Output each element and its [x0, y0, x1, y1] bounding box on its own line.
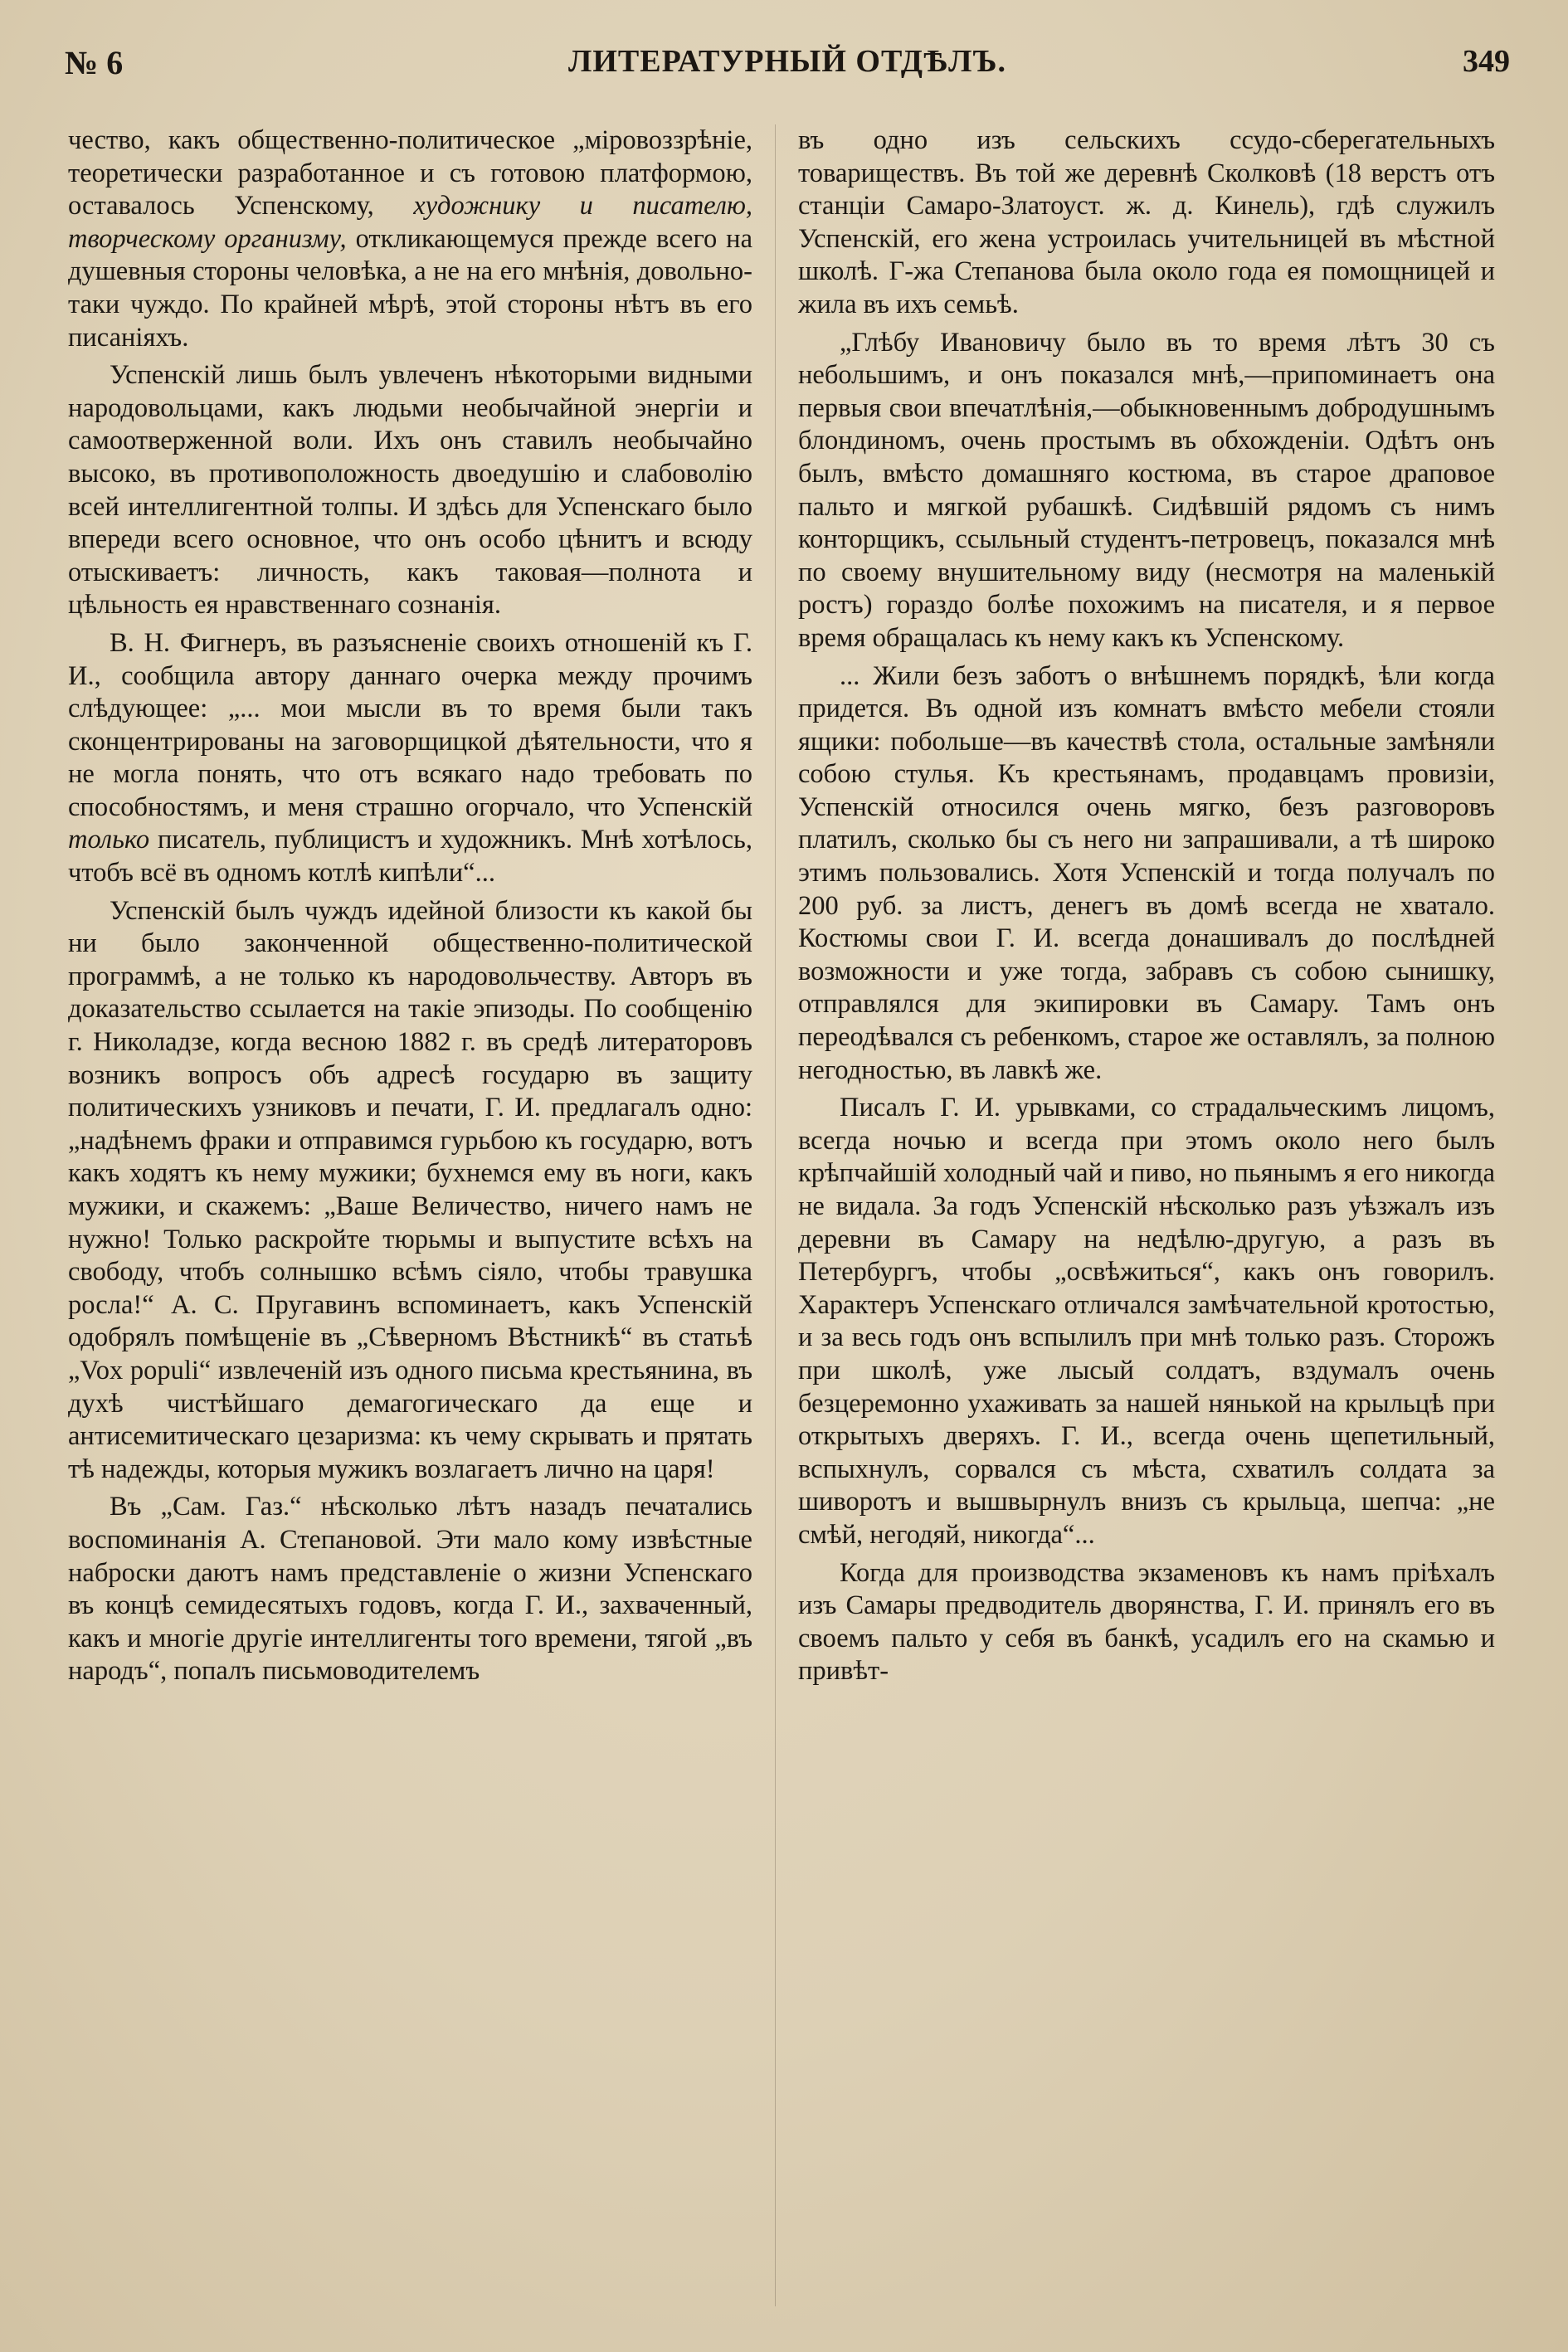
text-run: ... Жили безъ заботъ о внѣшнемъ порядкѣ, ѣли когда придется. Въ одной изъ комнатъ вмѣсто мебели стояли ящики: побольше—въ качествѣ стола, остальные замѣняли собою стулья. Къ крестьянамъ, продавцамъ провизіи, Успенскій относился очень мягко, безъ разговоровъ платилъ, сколько бы съ него ни запрашивали, а тѣ широко этимъ пользовались. Хотя Успенскій и тогда получалъ по 200 руб. за листъ, денегъ въ домѣ всегда не хватало. Костюмы свои Г. И. всегда донашивалъ до послѣдней возможности и уже тогда, забравъ съ собою сынишку, отправлялся для экипировки въ Самару. Тамъ онъ переодѣвался съ ребенкомъ, старое же оставлялъ, за полною негодностью, въ лавкѣ же. [798, 660, 1495, 1085]
paragraph [798, 1557, 1495, 1688]
italic-text: художнику и писателю, творческому организму, [68, 191, 752, 254]
left-column [68, 124, 752, 1688]
right-column [798, 124, 1495, 1688]
text-run: чество, какъ общественно-политическое „міровоззрѣніе, теоретически разработанное и съ готовою платформою, оставалось Успенскому, [68, 125, 752, 222]
paragraph [68, 1491, 752, 1688]
paragraph [68, 124, 752, 354]
text-run: В. Н. Фигнеръ, въ разъясненіе своихъ отношеній къ Г. И., сообщила автору даннаго очерка между прочимъ слѣдующее: „... мои мысли въ то время были такъ сконцентрированы на заговорщицкой дѣятельности, что я не могла понять, что отъ всякаго надо требовать по способностямъ, и меня страшно огорчало, что Успенскій [68, 627, 752, 822]
running-header [65, 43, 1510, 93]
paragraph [68, 359, 752, 622]
text-run: Когда для производства экзаменовъ къ намъ пріѣхалъ изъ Самары предводитель дворянства, Г. И. принялъ его въ своемъ пальто у себя въ банкѣ, усадилъ его на скамью и привѣт- [798, 1557, 1495, 1687]
paragraph [68, 895, 752, 1487]
paragraph [798, 327, 1495, 655]
italic-text: только [68, 825, 150, 855]
text-run: Успенскій былъ чуждъ идейной близости къ какой бы ни было законченной общественно-политической программѣ, а не только къ народовольчеству. Авторъ въ доказательство ссылается на такіе эпизоды. По сообщенію г. Николадзе, когда весною 1882 г. въ средѣ литераторовъ возникъ вопросъ объ адресѣ государю въ защиту политическихъ узниковъ и печати, Г. И. предлагалъ одно: „надѣнемъ фраки и отправимся гурьбою къ государю, вотъ какъ ходятъ къ нему мужики; бухнемся ему въ ноги, какъ мужики, и скажемъ: „Ваше Величество, ничего намъ не нужно! Только раскройте тюрьмы и выпустите всѣхъ на свободу, чтобъ солнышко всѣмъ сіяло, чтобы травушка росла!“ А. С. Пругавинъ вспоминаетъ, какъ Успенскій одобрялъ помѣщеніе въ „Сѣверномъ Вѣстникѣ“ въ статьѣ „Vox populi“ извлеченій изъ одного письма крестьянина, въ духѣ чистѣйшаго демагогическаго да еще и антисемитическаго цезаризма: къ чему скрывать и прятать тѣ надежды, которыя мужикъ возлагаетъ лично на царя! [68, 895, 752, 1484]
paragraph [798, 660, 1495, 1088]
text-run: откликающемуся прежде всего на душевныя стороны человѣка, а не на его мнѣнія, довольно-таки чуждо. По крайней мѣрѣ, этой стороны нѣтъ въ его писаніяхъ. [68, 223, 753, 353]
text-run: Писалъ Г. И. урывками, со страдальческимъ лицомъ, всегда ночью и всегда при этомъ около него былъ крѣпчайшій холодный чай и пиво, но пьянымъ я его никогда не видала. За годъ Успенскій нѣсколько разъ уѣзжалъ изъ деревни въ Самару на недѣлю-другую, а разъ въ Петербургъ, чтобы „освѣжиться“, какъ онъ говорилъ. Характеръ Успенскаго отличался замѣчательной кротостью, и за весь годъ онъ вспылилъ при мнѣ только разъ. Сторожъ при школѣ, уже лысый солдатъ, вздумалъ очень безцеремонно ухаживать за нашей нянькой на крыльцѣ при открытыхъ дверяхъ. Г. И., всегда очень щепетильный, вспыхнулъ, сорвался съ мѣста, схватилъ солдата за шиворотъ и вышвырнулъ внизъ съ крыльца, шепча: „не смѣй, негодяй, никогда“... [798, 1093, 1495, 1550]
text-run: въ одно изъ сельскихъ ссудо-сберегательныхъ товариществъ. Въ той же деревнѣ Сколковѣ (18 верстъ отъ станціи Самаро-Златоуст. ж. д. Кинель), гдѣ служилъ Успенскій, его жена устроилась учительницей въ мѣстной школѣ. Г-жа Степанова была около года ея помощницей и жила въ ихъ семьѣ. [798, 125, 1495, 319]
paragraph [798, 124, 1495, 322]
text-run: „Глѣбу Ивановичу было въ то время лѣтъ 30 съ небольшимъ, и онъ показался мнѣ,—припоминаетъ она первыя свои впечатлѣнія,—обыкновеннымъ добродушнымъ блондиномъ, очень простымъ въ обхожденіи. Одѣтъ онъ былъ, вмѣсто домашняго костюма, въ старое драповое пальто и мягкой рубашкѣ. Сидѣвшій рядомъ съ нимъ конторщикъ, ссыльный студентъ-петровецъ, показался мнѣ по своему внушительному виду (несмотря на маленькій ростъ) гораздо болѣе похожимъ на писателя, и я первое время обращалась къ нему какъ къ Успенскому. [798, 327, 1495, 653]
text-run: Успенскій лишь былъ увлеченъ нѣкоторыми видными народовольцами, какъ людьми необычайной энергіи и самоотверженной воли. Ихъ онъ ставилъ необычайно высоко, въ противоположность двоедушію и слабоволію всей интеллигентной толпы. И здѣсь для Успенскаго было впереди всего основное, что онъ особо цѣнитъ и всюду отыскиваетъ: личность, какъ таковая—полнота и цѣльность ея нравственнаго сознанія. [68, 360, 752, 621]
paragraph [798, 1092, 1495, 1551]
section-title: ЛИТЕРАТУРНЫЙ ОТДѢЛЪ. [568, 44, 1006, 79]
text-run: писатель, публицистъ и художникъ. Мнѣ хотѣлось, чтобъ всё въ одномъ котлѣ кипѣли“... [68, 825, 752, 889]
column-divider [775, 124, 776, 2306]
page-number: 349 [1463, 44, 1510, 79]
text-run: Въ „Сам. Газ.“ нѣсколько лѣтъ назадъ печатались воспоминанія А. Степановой. Эти мало кому извѣстные наброски даютъ намъ представленіе о жизни Успенскаго въ концѣ семидесятыхъ годовъ, когда Г. И., захваченный, какъ и многіе другіе интеллигенты того времени, тягой „въ народъ“, попалъ письмоводителемъ [68, 1492, 752, 1687]
issue-number: № 6 [65, 44, 124, 81]
paragraph [68, 627, 752, 890]
